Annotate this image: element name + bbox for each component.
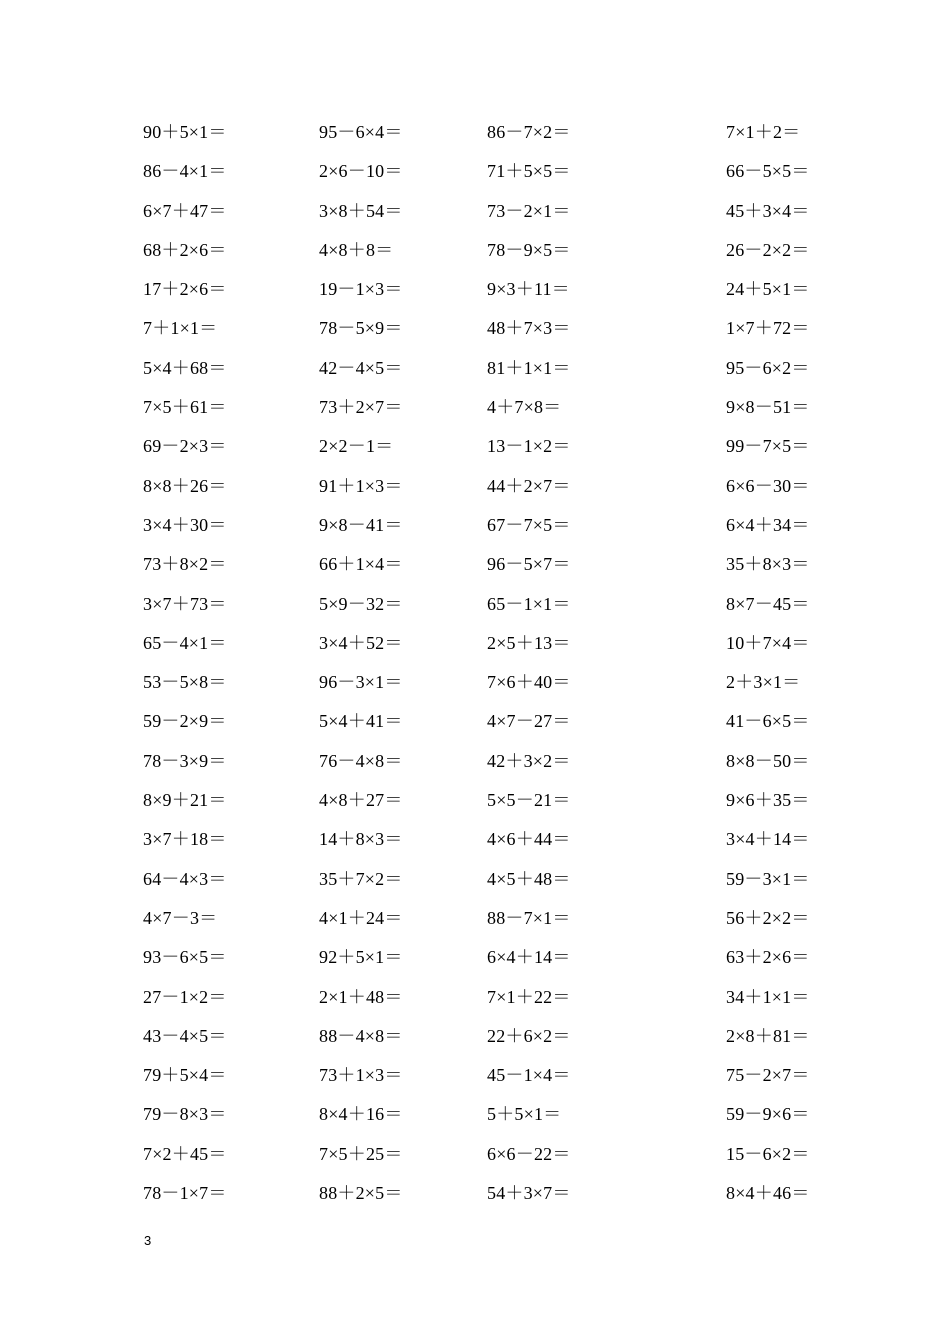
math-problem: 3×4＋14＝ bbox=[726, 829, 810, 850]
math-problem: 4×7－27＝ bbox=[487, 711, 571, 732]
math-problem: 2＋3×1＝ bbox=[726, 672, 801, 693]
math-problem: 75－2×7＝ bbox=[726, 1065, 810, 1086]
problem-row bbox=[0, 349, 950, 388]
math-problem: 8×8－50＝ bbox=[726, 750, 810, 771]
math-problem: 2×1＋48＝ bbox=[319, 986, 403, 1007]
math-problem: 4×7－3＝ bbox=[143, 907, 218, 928]
problem-row bbox=[0, 978, 950, 1017]
math-problem: 7×5＋25＝ bbox=[319, 1143, 403, 1164]
math-problem: 3×4＋30＝ bbox=[143, 514, 227, 535]
math-problem: 4×8＋27＝ bbox=[319, 790, 403, 811]
math-problem: 73＋2×7＝ bbox=[319, 397, 403, 418]
math-problem: 78－3×9＝ bbox=[143, 750, 227, 771]
arithmetic-worksheet bbox=[0, 113, 950, 1213]
math-problem: 67－7×5＝ bbox=[487, 514, 571, 535]
math-problem: 10＋7×4＝ bbox=[726, 632, 810, 653]
problem-row bbox=[0, 1056, 950, 1095]
math-problem: 78－9×5＝ bbox=[487, 239, 571, 260]
math-problem: 96－3×1＝ bbox=[319, 672, 403, 693]
math-problem: 86－4×1＝ bbox=[143, 161, 227, 182]
math-problem: 65－4×1＝ bbox=[143, 632, 227, 653]
math-problem: 9×8－41＝ bbox=[319, 514, 403, 535]
problem-row bbox=[0, 820, 950, 859]
math-problem: 73－2×1＝ bbox=[487, 200, 571, 221]
math-problem: 3×7＋18＝ bbox=[143, 829, 227, 850]
math-problem: 8×8＋26＝ bbox=[143, 475, 227, 496]
math-problem: 8×4＋16＝ bbox=[319, 1104, 403, 1125]
math-problem: 5×9－32＝ bbox=[319, 593, 403, 614]
problem-row bbox=[0, 270, 950, 309]
math-problem: 92＋5×1＝ bbox=[319, 947, 403, 968]
math-problem: 88－4×8＝ bbox=[319, 1025, 403, 1046]
math-problem: 4×6＋44＝ bbox=[487, 829, 571, 850]
math-problem: 8×7－45＝ bbox=[726, 593, 810, 614]
problem-row bbox=[0, 545, 950, 584]
math-problem: 35＋8×3＝ bbox=[726, 554, 810, 575]
math-problem: 5×4＋41＝ bbox=[319, 711, 403, 732]
problem-row bbox=[0, 938, 950, 977]
problem-row bbox=[0, 781, 950, 820]
problem-row bbox=[0, 860, 950, 899]
problem-row bbox=[0, 388, 950, 427]
math-problem: 9×6＋35＝ bbox=[726, 790, 810, 811]
math-problem: 6×4＋34＝ bbox=[726, 514, 810, 535]
math-problem: 48＋7×3＝ bbox=[487, 318, 571, 339]
problem-row bbox=[0, 663, 950, 702]
math-problem: 66－5×5＝ bbox=[726, 161, 810, 182]
math-problem: 54＋3×7＝ bbox=[487, 1183, 571, 1204]
math-problem: 6×6－30＝ bbox=[726, 475, 810, 496]
math-problem: 7×5＋61＝ bbox=[143, 397, 227, 418]
math-problem: 14＋8×3＝ bbox=[319, 829, 403, 850]
math-problem: 95－6×4＝ bbox=[319, 122, 403, 142]
problem-row bbox=[0, 1174, 950, 1213]
problem-row bbox=[0, 113, 950, 152]
math-problem: 78－1×7＝ bbox=[143, 1183, 227, 1204]
math-problem: 79＋5×4＝ bbox=[143, 1065, 227, 1086]
math-problem: 34＋1×1＝ bbox=[726, 986, 810, 1007]
problem-row bbox=[0, 624, 950, 663]
math-problem: 78－5×9＝ bbox=[319, 318, 403, 339]
math-problem: 3×7＋73＝ bbox=[143, 593, 227, 614]
problem-row bbox=[0, 192, 950, 231]
problem-row bbox=[0, 467, 950, 506]
problem-row bbox=[0, 1017, 950, 1056]
math-problem: 22＋6×2＝ bbox=[487, 1025, 571, 1046]
math-problem: 6×7＋47＝ bbox=[143, 200, 227, 221]
math-problem: 7×1＋22＝ bbox=[487, 986, 571, 1007]
math-problem: 41－6×5＝ bbox=[726, 711, 810, 732]
math-problem: 69－2×3＝ bbox=[143, 436, 227, 457]
math-problem: 5＋5×1＝ bbox=[487, 1104, 562, 1125]
math-problem: 8×4＋46＝ bbox=[726, 1183, 810, 1204]
math-problem: 53－5×8＝ bbox=[143, 672, 227, 693]
math-problem: 95－6×2＝ bbox=[726, 357, 810, 378]
math-problem: 3×4＋52＝ bbox=[319, 632, 403, 653]
math-problem: 15－6×2＝ bbox=[726, 1143, 810, 1164]
math-problem: 42＋3×2＝ bbox=[487, 750, 571, 771]
math-problem: 63＋2×6＝ bbox=[726, 947, 810, 968]
math-problem: 4＋7×8＝ bbox=[487, 397, 562, 418]
math-problem: 71＋5×5＝ bbox=[487, 161, 571, 182]
math-problem: 93－6×5＝ bbox=[143, 947, 227, 968]
problem-row bbox=[0, 309, 950, 348]
math-problem: 7×1＋2＝ bbox=[726, 122, 801, 142]
math-problem: 4×1＋24＝ bbox=[319, 907, 403, 928]
math-problem: 90＋5×1＝ bbox=[143, 122, 227, 142]
math-problem: 73＋1×3＝ bbox=[319, 1065, 403, 1086]
math-problem: 42－4×5＝ bbox=[319, 357, 403, 378]
math-problem: 2×8＋81＝ bbox=[726, 1025, 810, 1046]
math-problem: 4×5＋48＝ bbox=[487, 868, 571, 889]
math-problem: 9×8－51＝ bbox=[726, 397, 810, 418]
problem-row bbox=[0, 1095, 950, 1134]
math-problem: 68＋2×6＝ bbox=[143, 239, 227, 260]
math-problem: 43－4×5＝ bbox=[143, 1025, 227, 1046]
math-problem: 45－1×4＝ bbox=[487, 1065, 571, 1086]
math-problem: 66＋1×4＝ bbox=[319, 554, 403, 575]
math-problem: 4×8＋8＝ bbox=[319, 239, 394, 260]
math-problem: 59－9×6＝ bbox=[726, 1104, 810, 1125]
math-problem: 88＋2×5＝ bbox=[319, 1183, 403, 1204]
problem-row bbox=[0, 506, 950, 545]
math-problem: 59－3×1＝ bbox=[726, 868, 810, 889]
math-problem: 76－4×8＝ bbox=[319, 750, 403, 771]
math-problem: 24＋5×1＝ bbox=[726, 279, 810, 300]
math-problem: 19－1×3＝ bbox=[319, 279, 403, 300]
math-problem: 27－1×2＝ bbox=[143, 986, 227, 1007]
math-problem: 5×5－21＝ bbox=[487, 790, 571, 811]
math-problem: 45＋3×4＝ bbox=[726, 200, 810, 221]
math-problem: 91＋1×3＝ bbox=[319, 475, 403, 496]
problem-row bbox=[0, 702, 950, 741]
math-problem: 5×4＋68＝ bbox=[143, 357, 227, 378]
math-problem: 26－2×2＝ bbox=[726, 239, 810, 260]
math-problem: 2×2－1＝ bbox=[319, 436, 394, 457]
math-problem: 35＋7×2＝ bbox=[319, 868, 403, 889]
math-problem: 86－7×2＝ bbox=[487, 122, 571, 142]
math-problem: 59－2×9＝ bbox=[143, 711, 227, 732]
math-problem: 44＋2×7＝ bbox=[487, 475, 571, 496]
problem-row bbox=[0, 742, 950, 781]
math-problem: 3×8＋54＝ bbox=[319, 200, 403, 221]
math-problem: 17＋2×6＝ bbox=[143, 279, 227, 300]
page-number: 3 bbox=[144, 1233, 152, 1248]
math-problem: 13－1×2＝ bbox=[487, 436, 571, 457]
math-problem: 56＋2×2＝ bbox=[726, 907, 810, 928]
problem-row bbox=[0, 1135, 950, 1174]
math-problem: 2×6－10＝ bbox=[319, 161, 403, 182]
math-problem: 8×9＋21＝ bbox=[143, 790, 227, 811]
math-problem: 64－4×3＝ bbox=[143, 868, 227, 889]
math-problem: 9×3＋11＝ bbox=[487, 279, 570, 300]
problem-row bbox=[0, 152, 950, 191]
problem-row bbox=[0, 899, 950, 938]
problem-row bbox=[0, 231, 950, 270]
math-problem: 96－5×7＝ bbox=[487, 554, 571, 575]
math-problem: 81＋1×1＝ bbox=[487, 357, 571, 378]
math-problem: 1×7＋72＝ bbox=[726, 318, 810, 339]
math-problem: 7＋1×1＝ bbox=[143, 318, 218, 339]
math-problem: 2×5＋13＝ bbox=[487, 632, 571, 653]
math-problem: 7×6＋40＝ bbox=[487, 672, 571, 693]
math-problem: 65－1×1＝ bbox=[487, 593, 571, 614]
math-problem: 88－7×1＝ bbox=[487, 907, 571, 928]
problem-row bbox=[0, 585, 950, 624]
math-problem: 6×4＋14＝ bbox=[487, 947, 571, 968]
problem-row bbox=[0, 427, 950, 466]
math-problem: 79－8×3＝ bbox=[143, 1104, 227, 1125]
math-problem: 99－7×5＝ bbox=[726, 436, 810, 457]
math-problem: 6×6－22＝ bbox=[487, 1143, 571, 1164]
math-problem: 7×2＋45＝ bbox=[143, 1143, 227, 1164]
math-problem: 73＋8×2＝ bbox=[143, 554, 227, 575]
